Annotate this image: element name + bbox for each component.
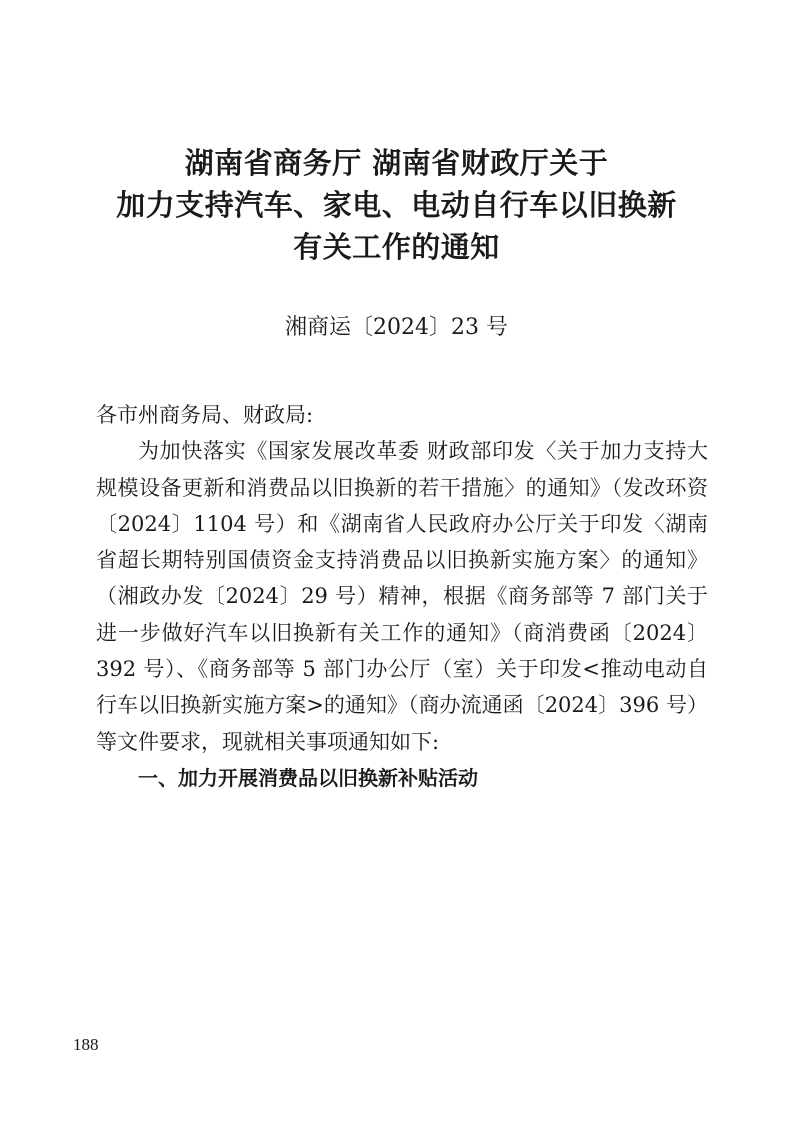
document-number: 湘商运〔2024〕23 号	[285, 315, 508, 340]
section-heading: 一、加力开展消费品以旧换新补贴活动	[138, 765, 478, 790]
title-line-2: 加力支持汽车、家电、电动自行车以旧换新	[116, 188, 677, 222]
document-body	[96, 397, 708, 796]
addressee: 各市州商务局、财政局:	[96, 403, 314, 427]
title-line-1: 湖南省商务厅 湖南省财政厅关于	[184, 146, 609, 180]
document-title	[0, 142, 793, 268]
title-line-3: 有关工作的通知	[293, 230, 500, 264]
body-paragraph: 为加快落实《国家发展改革委 财政部印发〈关于加力支持大规模设备更新和消费品以旧换新的若干措施〉的通知》（发改环资〔2024〕1104 号）和《湖南省人民政府办公厅关于印发〈湖南省超长期特别国债资金支持消费品以旧换新实施方案〉的通知》（湘政办发〔2024〕29 号）精神，根据《商务部等 7 部门关于进一步做好汽车以旧换新有关工作的通知》（商消费函〔2024〕392 号）、《商务部等 5 部门办公厅（室）关于印发<推动电动自行车以旧换新实施方案>的通知》（商办流通函〔2024〕396 号）等文件要求，现就相关事项通知如下:	[96, 439, 708, 754]
page-number: 188	[73, 1035, 99, 1054]
